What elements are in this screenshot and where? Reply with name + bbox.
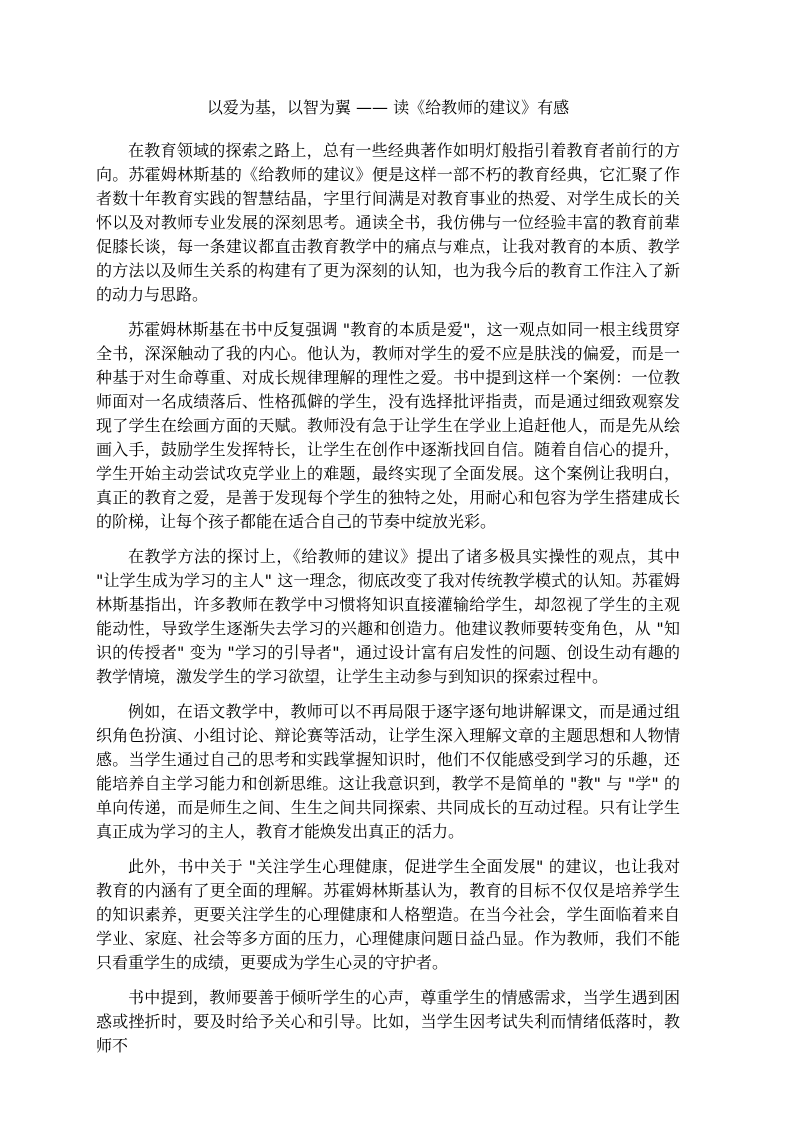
document-body (96, 139, 680, 1058)
paragraph: 书中提到，教师要善于倾听学生的心声，尊重学生的情感需求，当学生遇到困惑或挫折时，要及时给予关心和引导。比如，当学生因考试失利而情绪低落时，教师不 (96, 988, 680, 1055)
paragraph: 例如，在语文教学中，教师可以不再局限于逐字逐句地讲解课文，而是通过组织角色扮演、小组讨论、辩论赛等活动，让学生深入理解文章的主题思想和人物情感。当学生通过自己的思考和实践掌握知识时，他们不仅能感受到学习的乐趣，还能培养自主学习能力和创新思维。这让我意识到，教学不是简单的 "教" 与 "学" 的单向传递，而是师生之间、生生之间共同探索、共同成长的互动过程。只有让学生真正成为学习的主人，教育才能焕发出真正的活力。 (96, 702, 680, 841)
paragraph: 在教学方法的探讨上，《给教师的建议》提出了诸多极具实操性的观点，其中 "让学生成为学习的主人" 这一理念，彻底改变了我对传统教学模式的认知。苏霍姆林斯基指出，许多教师在教学中习惯将知识直接灌输给学生，却忽视了学生的主观能动性，导致学生逐渐失去学习的兴趣和创造力。他建议教师要转变角色，从 "知识的传授者" 变为 "学习的引导者"，通过设计富有启发性的问题、创设生动有趣的教学情境，激发学生的学习欲望，让学生主动参与到知识的探索过程中。 (96, 547, 680, 686)
paragraph: 在教育领域的探索之路上，总有一些经典著作如明灯般指引着教育者前行的方向。苏霍姆林斯基的《给教师的建议》便是这样一部不朽的教育经典，它汇聚了作者数十年教育实践的智慧结晶，字里行间满是对教育事业的热爱、对学生成长的关怀以及对教师专业发展的深刻思考。通读全书，我仿佛与一位经验丰富的教育前辈促膝长谈，每一条建议都直击教育教学中的痛点与难点，让我对教育的本质、教学的方法以及师生关系的构建有了更为深刻的认知，也为我今后的教育工作注入了新的动力与思路。 (96, 141, 680, 304)
document-title: 以爱为基，以智为翼 —— 读《给教师的建议》有感 (206, 98, 570, 117)
paragraph: 苏霍姆林斯基在书中反复强调 "教育的本质是爱"，这一观点如同一根主线贯穿全书，深深触动了我的内心。他认为，教师对学生的爱不应是肤浅的偏爱，而是一种基于对生命尊重、对成长规律理解的理性之爱。书中提到这样一个案例：一位教师面对一名成绩落后、性格孤僻的学生，没有选择批评指责，而是通过细致观察发现了学生在绘画方面的天赋。教师没有急于让学生在学业上追赶他人，而是先从绘画入手，鼓励学生发挥特长，让学生在创作中逐渐找回自信。随着自信心的提升，学生开始主动尝试攻克学业上的难题，最终实现了全面发展。这个案例让我明白，真正的教育之爱，是善于发现每个学生的独特之处，用耐心和包容为学生搭建成长的阶梯，让每个孩子都能在适合自己的节奏中绽放光彩。 (96, 320, 680, 531)
paragraph: 此外，书中关于 "关注学生心理健康，促进学生全面发展" 的建议，也让我对教育的内涵有了更全面的理解。苏霍姆林斯基认为，教育的目标不仅仅是培养学生的知识素养，更要关注学生的心理健康和人格塑造。在当今社会，学生面临着来自学业、家庭、社会等多方面的压力，心理健康问题日益凸显。作为教师，我们不能只看重学生的成绩，更要成为学生心灵的守护者。 (96, 857, 680, 972)
